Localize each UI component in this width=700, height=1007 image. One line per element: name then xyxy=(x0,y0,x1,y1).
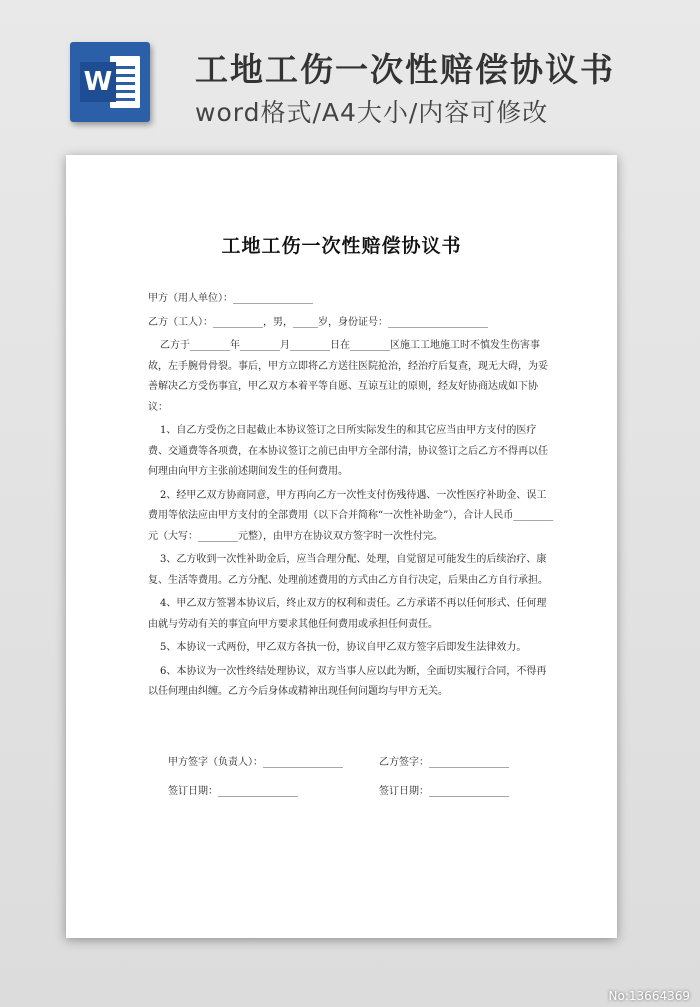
party-b-date: 签订日期：________________ xyxy=(379,786,509,797)
party-a-line: 甲方（用人单位）：________________ xyxy=(148,293,313,304)
party-b-line: 乙方（工人）：__________，男，_____岁，身份证号：____________________ xyxy=(148,316,488,328)
party-a-date: 签订日期：________________ xyxy=(168,786,298,797)
clause-1: 1、自乙方受伤之日起截止本协议签订之日所实际发生的和其它应当由甲方支付的医疗费、交通费等各项费，在本协议签订之前已由甲方全部付清，协议签订之后乙方不得再以任何理由向甲方主张前述期间发生的任何费用。 xyxy=(148,425,548,477)
document-title: 工地工伤一次性赔偿协议书 xyxy=(221,235,462,257)
clause-5: 5、本协议一式两份，甲乙双方各执一份，协议自甲乙双方签字后即发生法律效力。 xyxy=(160,642,527,653)
page-title: 工地工伤一次性赔偿协议书 xyxy=(195,50,615,89)
party-a-signature: 甲方签字（负责人）：________________ xyxy=(168,757,343,768)
document-page xyxy=(66,155,617,938)
clause-2: 2、经甲乙双方协商同意，甲方再向乙方一次性支付伤残待遇、一次性医疗补助金、误工费用等依法应由甲方支付的全部费用（以下合并简称“一次性补助金”），合计人民币________元（大写：________元整），由甲方在协议双方签字时一次性付完。 xyxy=(148,489,554,542)
clause-4: 4、甲乙双方签署本协议后，终止双方的权利和责任。乙方承诺不再以任何形式、任何理由就与劳动有关的事宜向甲方要求其他任何费用或承担任何责任。 xyxy=(148,598,547,630)
party-b-signature: 乙方签字：________________ xyxy=(379,757,509,768)
clause-3: 3、乙方收到一次性补助金后，应当合理分配、处理，自觉留足可能发生的后续治疗、康复、生活等费用。乙方分配、处理前述费用的方式由乙方自行决定，后果由乙方自行承担。 xyxy=(148,554,548,586)
word-letter-icon: W xyxy=(80,62,116,102)
document-body xyxy=(148,289,556,703)
clause-6: 6、本协议为一次性终结处理协议，双方当事人应以此为断，全面切实履行合同，不得再以任何理由纠缠。乙方今后身体或精神出现任何问题均与甲方无关。 xyxy=(148,665,547,697)
incident-paragraph: 乙方于________年________月________日在________区施工工地施工时不慎发生伤害事故，左手腕骨骨裂。事后，甲方立即将乙方送往医院抢治，经治疗后复查，现无大碍，为妥善解决乙方受伤事宜，甲乙双方本着平等自愿、互谅互让的原则，经友好协商达成如下协议： xyxy=(148,340,548,413)
header xyxy=(0,0,700,150)
word-document-icon xyxy=(70,42,150,122)
image-id-watermark: No:13664369 xyxy=(608,989,690,1003)
page-subtitle: word格式/A4大小/内容可修改 xyxy=(195,98,549,127)
